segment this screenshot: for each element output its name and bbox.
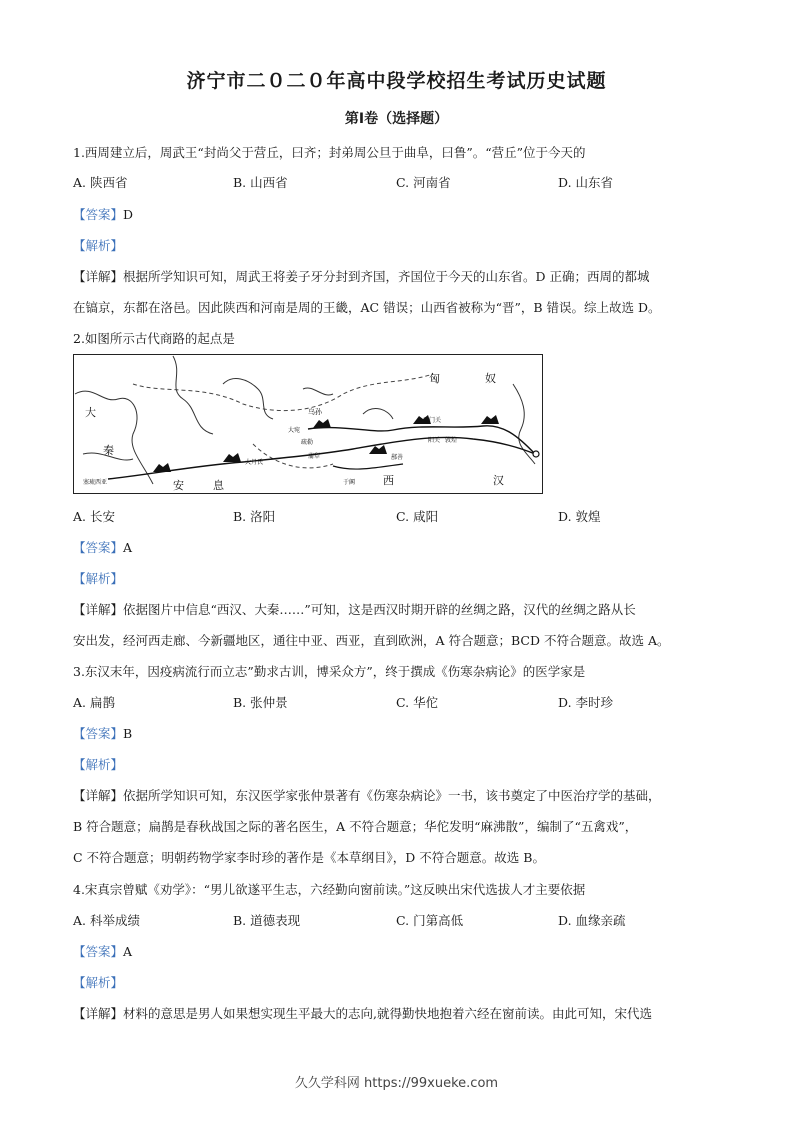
q1-detail-line-1 [73, 267, 723, 285]
q2-detail-line-2: 安出发，经河西走廊、今新疆地区，通往中亚、西亚，直到欧洲，A 符合题意；BCD 不符合题意。故选 A。 [73, 633, 670, 648]
detail-label: 【详解】 [73, 602, 124, 617]
q1-answer-value: D [123, 207, 134, 222]
map-label-wusun: 乌孙 [308, 408, 322, 416]
map-label-yumenguan: 玉门关 [423, 417, 442, 424]
q1-answer [73, 205, 133, 223]
answer-label: 【答案】 [73, 726, 124, 741]
section-title: 第Ⅰ卷（选择题） [344, 111, 449, 127]
q4-option-d: D. 血缘亲疏 [558, 913, 626, 928]
q4-answer-value: A [123, 944, 133, 959]
q4-option-b: B. 道德表现 [233, 913, 301, 928]
q2-answer [73, 538, 132, 556]
map-label-yangguan: 阳关 [428, 437, 441, 444]
q1-option-c: C. 河南省 [396, 175, 451, 190]
q3-detail-line-2: B 符合题意；扁鹊是春秋战国之际的著名医生，A 不符合题意；华佗发明“麻沸散”，编制了“五禽戏”， [73, 819, 638, 834]
q2-option-c: C. 咸阳 [396, 509, 439, 524]
q2-option-a: A. 长安 [73, 509, 115, 524]
q2-option-d: D. 敦煌 [558, 509, 601, 524]
q3-option-b: B. 张仲景 [233, 695, 288, 710]
q3-detail-text-1: 依据所学知识可知，东汉医学家张仲景著有《伤寒杂病论》一书，该书奠定了中医治疗学的基础， [123, 788, 661, 803]
q2-answer-value: A [123, 540, 133, 555]
q4-answer [73, 942, 132, 960]
q4-option-c: C. 门第高低 [396, 913, 464, 928]
map-label-shule: 疏勒 [301, 439, 314, 446]
map-label-dunhuang: 敦煌 [445, 437, 458, 444]
question-2-stem: 2.如图所示古代商路的起点是 [73, 331, 235, 346]
q2-detail-line-1 [73, 600, 723, 618]
q2-detail-text-1: 依据图片中信息“西汉、大秦……”可知，这是西汉时期开辟的丝绸之路，汉代的丝绸之路从长 [123, 602, 636, 617]
answer-label: 【答案】 [73, 207, 124, 222]
map-label-anxi-2: 息 [213, 479, 224, 492]
q1-option-a: A. 陕西省 [73, 175, 128, 190]
detail-label: 【详解】 [73, 788, 124, 803]
q2-analysis-label: 【解析】 [73, 571, 124, 586]
map-label-seleucia: 塞琉西亚 [83, 479, 108, 486]
q3-option-a: A. 扁鹊 [73, 695, 115, 710]
q1-detail-text-1: 根据所学知识可知，周武王将姜子牙分封到齐国，齐国位于今天的山东省。D 正确；西周的都城 [123, 269, 650, 284]
answer-label: 【答案】 [73, 540, 124, 555]
map-label-dayuan: 大宛 [288, 427, 301, 434]
map-label-daqin-2: 秦 [103, 444, 114, 457]
map-label-xihan-1: 西 [383, 474, 394, 487]
map-label-anxi-1: 安 [173, 479, 184, 492]
question-3-stem: 3.东汉末年，因疫病流行而立志”勤求古训，博采众方”，终于撰成《伤寒杂病论》的医学家是 [73, 664, 586, 679]
q3-option-d: D. 李时珍 [558, 695, 614, 710]
q1-analysis-label: 【解析】 [73, 238, 124, 253]
map-label-yutian: 于阗 [343, 479, 356, 486]
q4-detail-line-1 [73, 1004, 723, 1022]
q3-answer [73, 724, 132, 742]
map-label-xiongnu-1: 匈 [429, 372, 440, 385]
q4-detail-text-1: 材料的意思是男人如果想实现生平最大的志向,就得勤快地抱着六经在窗前读。由此可知，宋代选 [123, 1006, 652, 1021]
q1-option-d: D. 山东省 [558, 175, 614, 190]
q3-detail-line-1 [73, 786, 723, 804]
question-1-stem: 1.西周建立后，周武王“封尚父于营丘，曰齐；封弟周公旦于曲阜，曰鲁”。“营丘”位于今天的 [73, 145, 586, 160]
site-footer[interactable]: 久久学科网 https://99xueke.com [294, 1076, 499, 1091]
answer-label: 【答案】 [73, 944, 124, 959]
q3-answer-value: B [123, 726, 133, 741]
map-label-puguo: 蒲犁 [308, 453, 321, 460]
page-title: 济宁市二０二０年高中段学校招生考试历史试题 [186, 70, 607, 92]
map-label-xiongnu-2: 奴 [485, 372, 496, 385]
q3-option-c: C. 华佗 [396, 695, 439, 710]
detail-label: 【详解】 [73, 269, 124, 284]
silk-road-map [73, 354, 543, 494]
q1-detail-line-2: 在镐京，东都在洛邑。因此陕西和河南是周的王畿，AC 错误；山西省被称为“晋”，B 错误。综上故选 D。 [73, 300, 661, 315]
q4-option-a: A. 科举成绩 [73, 913, 140, 928]
q3-analysis-label: 【解析】 [73, 757, 124, 772]
question-4-stem: 4.宋真宗曾赋《劝学》：“男儿欲遂平生志，六经勤向窗前读。”这反映出宋代选拔人才主要依据 [73, 882, 586, 897]
q4-analysis-label: 【解析】 [73, 975, 124, 990]
q2-option-b: B. 洛阳 [233, 509, 276, 524]
q3-detail-line-3: C 不符合题意；明朝药物学家李时珍的著作是《本草纲目》，D 不符合题意。故选 B。 [73, 850, 545, 865]
q1-option-b: B. 山西省 [233, 175, 288, 190]
map-label-dayuezhi: 大月氏 [245, 459, 264, 466]
map-label-xihan-2: 汉 [493, 474, 504, 487]
detail-label: 【详解】 [73, 1006, 124, 1021]
map-label-daqin-1: 大 [85, 406, 96, 419]
map-label-shanshan: 鄯善 [391, 454, 404, 461]
